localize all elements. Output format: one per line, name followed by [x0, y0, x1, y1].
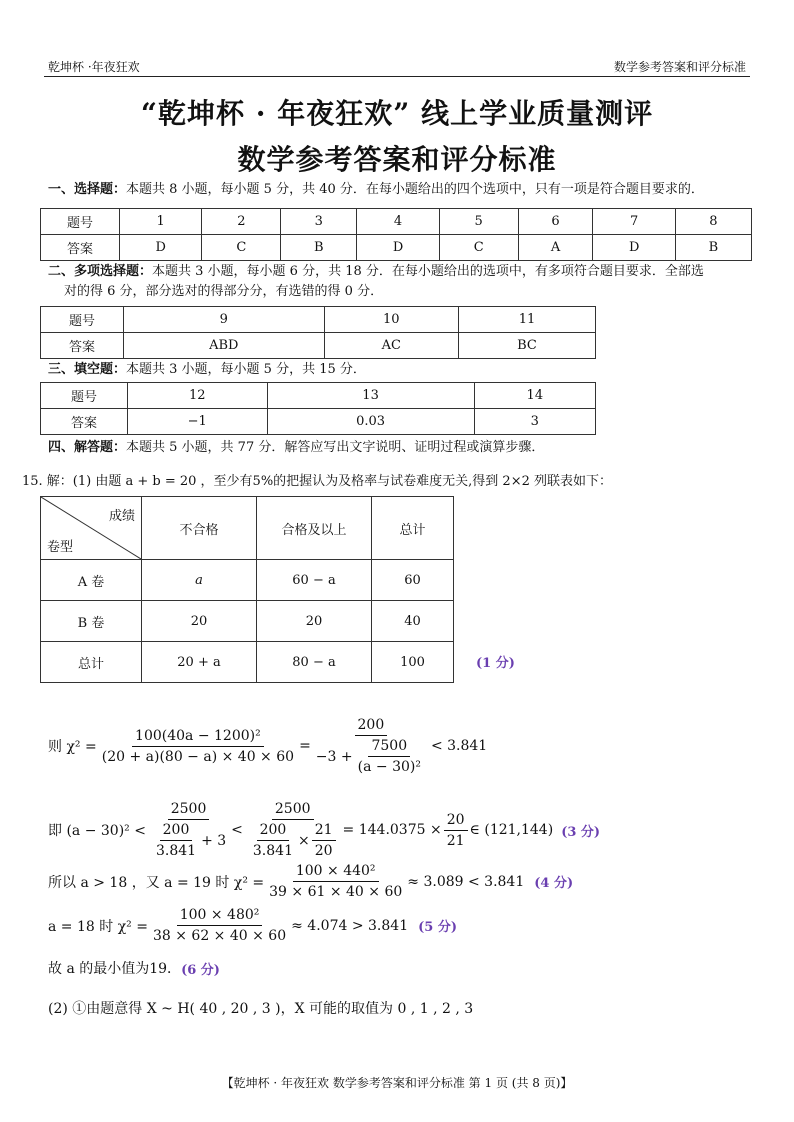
contingency-table [40, 496, 454, 683]
header-left: 乾坤杯 ·年夜狂欢 [48, 60, 140, 74]
table-cell: 20 + a [142, 642, 257, 683]
formula-lead: 则 χ² = [48, 739, 97, 755]
fraction-numerator: 2500 [272, 800, 314, 820]
table-cell: ABD [124, 333, 325, 359]
fraction-numerator: 200 [160, 821, 193, 841]
formula-middle: = 144.0375 × [342, 822, 442, 838]
section4-text: 本题共 5 小题，共 77 分．解答应写出文字说明、证明过程或演算步骤． [126, 440, 545, 455]
table-cell: 2 [202, 209, 281, 235]
fraction-denominator [245, 820, 341, 860]
table-row [41, 333, 596, 359]
fraction-denominator: 3.841 [252, 843, 293, 859]
section4-heading: 四、解答题： [48, 440, 127, 455]
formula-tail: < 3.841 [430, 738, 488, 754]
row-label: 题号 [41, 307, 124, 333]
nested-fraction [312, 821, 336, 860]
formula-lead: 即 (a − 30)² < [48, 823, 146, 839]
table-cell: 10 [324, 307, 458, 333]
fraction-numerator: 2500 [168, 800, 210, 820]
table-cell: 80 − a [257, 642, 372, 683]
score-mark-1: (1 分) [476, 656, 515, 671]
table-cell: 11 [458, 307, 595, 333]
score-mark-3: (3 分) [561, 824, 601, 840]
table-cell: 20 [257, 601, 372, 642]
page-footer: 【乾坤杯 · 年夜狂欢 数学参考答案和评分标准 第 1 页 (共 8 页)】 [221, 1076, 573, 1090]
fraction [313, 716, 429, 776]
table-cell: BC [458, 333, 595, 359]
table-cell: 60 − a [257, 560, 372, 601]
table-cell: D [120, 235, 202, 261]
table-cell: 14 [474, 383, 595, 409]
fraction-denominator [313, 736, 429, 776]
formula-tail: ≈ 3.089 < 3.841 [407, 873, 525, 890]
header-right: 数学参考答案和评分标准 [613, 60, 746, 74]
fraction-denominator: (a − 30)² [357, 759, 421, 775]
table-cell: B [675, 235, 751, 261]
section1-text: 本题共 8 小题，每小题 5 分，共 40 分．在每小题给出的四个选项中，只有一项是符合题目要求的． [126, 182, 704, 197]
section2-text1: 本题共 3 小题，每小题 6 分，共 18 分．在每小题给出的选项中，有多项符合题目要求．全部选 [152, 264, 704, 279]
table-cell: 3 [474, 409, 595, 435]
table-row [41, 235, 752, 261]
table-cell: −1 [128, 409, 268, 435]
table-row [41, 642, 454, 683]
score-mark-5: (5 分) [418, 920, 457, 935]
table-cell: 100 [372, 642, 454, 683]
formula-line-1 [48, 716, 487, 776]
denominator-prefix: −3 + [315, 748, 353, 765]
formula-line-5 [48, 958, 220, 978]
page-title: “乾坤杯 · 年夜狂欢” 线上学业质量测评 [140, 97, 654, 130]
table-row [41, 560, 454, 601]
table-cell: 9 [124, 307, 325, 333]
section2-desc [48, 262, 768, 302]
section3-text: 本题共 3 小题，每小题 5 分，共 15 分． [126, 362, 366, 377]
table-cell: D [357, 235, 439, 261]
section2-heading: 二、多项选择题： [48, 264, 153, 279]
score-mark-4: (4 分) [534, 876, 574, 891]
table-cell: 8 [675, 209, 751, 235]
table-row [41, 209, 752, 235]
fraction-denominator: (20 + a)(80 − a) × 40 × 60 [101, 748, 295, 765]
fraction [245, 800, 341, 860]
table-row [41, 409, 596, 435]
table-corner-cell [41, 497, 142, 560]
formula-line-4 [48, 906, 457, 945]
fraction-denominator: 20 [314, 843, 333, 859]
table-cell: C [439, 235, 518, 261]
fraction-numerator: 20 [444, 811, 468, 831]
fraction-numerator: 21 [312, 821, 336, 841]
fraction [266, 862, 405, 901]
corner-bottom-label: 卷型 [47, 540, 74, 555]
column-header: 合格及以上 [257, 497, 372, 560]
row-label: 题号 [41, 383, 128, 409]
fraction-denominator: 38 × 62 × 40 × 60 [152, 928, 287, 944]
section1-desc [48, 180, 768, 200]
part2-text: (2) ①由题意得 X ~ H( 40 , 20 , 3 )，X 可能的取值为 0 , 1 , 2 , 3 [48, 1001, 474, 1017]
formula-line-2 [48, 800, 600, 860]
table-row [41, 307, 596, 333]
fraction-numerator: 100(40a − 1200)² [132, 727, 264, 747]
q15-intro: 15. 解：(1) 由题 a + b = 20 ，至少有5%的把握认为及格率与试卷难度无关,得到 2×2 列联表如下： [22, 474, 613, 489]
fraction [150, 906, 289, 945]
table-cell: 40 [372, 601, 454, 642]
column-header: 总计 [372, 497, 454, 560]
fraction-numerator: 200 [257, 821, 290, 841]
fraction-numerator: 200 [355, 716, 388, 736]
table-cell: 20 [142, 601, 257, 642]
fraction-denominator: 3.841 [155, 843, 197, 859]
equals-sign: = [299, 738, 311, 754]
table-cell: C [202, 235, 281, 261]
fraction-denominator: 21 [446, 832, 465, 849]
table-cell: 3 [281, 209, 357, 235]
fraction [444, 811, 468, 850]
section2-table [40, 306, 596, 359]
denominator-tail: + 3 [201, 832, 227, 849]
fraction-denominator [148, 820, 229, 860]
row-label: 答案 [41, 409, 128, 435]
row-label: 答案 [41, 235, 120, 261]
table-cell: 0.03 [267, 409, 474, 435]
fraction-numerator: 7500 [368, 737, 410, 757]
fraction [148, 800, 229, 860]
row-label: B 卷 [41, 601, 142, 642]
table-cell: AC [324, 333, 458, 359]
fraction [99, 727, 297, 766]
conclusion-text: 故 a 的最小值为19． [48, 961, 182, 977]
row-label: 答案 [41, 333, 124, 359]
nested-fraction [355, 737, 424, 776]
table-cell: 7 [593, 209, 675, 235]
table-row [41, 497, 454, 560]
section3-heading: 三、填空题： [48, 362, 127, 377]
table-cell: a [142, 560, 257, 601]
table-cell: 1 [120, 209, 202, 235]
fraction-numerator: 100 × 440² [293, 862, 379, 882]
table-cell: 4 [357, 209, 439, 235]
section4-desc [48, 438, 768, 458]
formula-lead: a = 18 时 χ² = [48, 918, 148, 935]
less-than-sign: < [231, 822, 243, 838]
section1-table [40, 208, 752, 261]
fraction-numerator: 100 × 480² [177, 906, 263, 926]
table-cell: 12 [128, 383, 268, 409]
section3-desc [48, 360, 768, 380]
fraction-denominator: 39 × 61 × 40 × 60 [269, 884, 403, 900]
header-rule [44, 76, 750, 77]
table-cell: 5 [439, 209, 518, 235]
formula-lead: 所以 a > 18 ，又 a = 19 时 χ² = [48, 874, 265, 891]
table-cell: 6 [518, 209, 593, 235]
table-cell: 13 [267, 383, 474, 409]
table-cell: 60 [372, 560, 454, 601]
formula-tail: ≈ 4.074 > 3.841 [291, 917, 409, 934]
row-label: A 卷 [41, 560, 142, 601]
score-mark-6: (6 分) [181, 962, 220, 978]
nested-fraction [153, 821, 199, 860]
times-sign: × [297, 832, 310, 849]
section1-heading: 一、选择题： [48, 182, 127, 197]
table-row [41, 383, 596, 409]
table-cell: B [281, 235, 357, 261]
formula-tail: ∈ (121,144) [469, 822, 554, 838]
column-header: 不合格 [142, 497, 257, 560]
row-label: 总计 [41, 642, 142, 683]
section2-text2: 对的得 6 分，部分选对的得部分分，有选错的得 0 分． [64, 284, 384, 299]
row-label: 题号 [41, 209, 120, 235]
section3-table [40, 382, 596, 435]
table-cell: A [518, 235, 593, 261]
table-cell: D [593, 235, 675, 261]
formula-line-3 [48, 862, 573, 901]
corner-top-label: 成绩 [108, 509, 135, 524]
table-row [41, 601, 454, 642]
page-subtitle: 数学参考答案和评分标准 [237, 143, 557, 176]
nested-fraction [250, 821, 296, 860]
